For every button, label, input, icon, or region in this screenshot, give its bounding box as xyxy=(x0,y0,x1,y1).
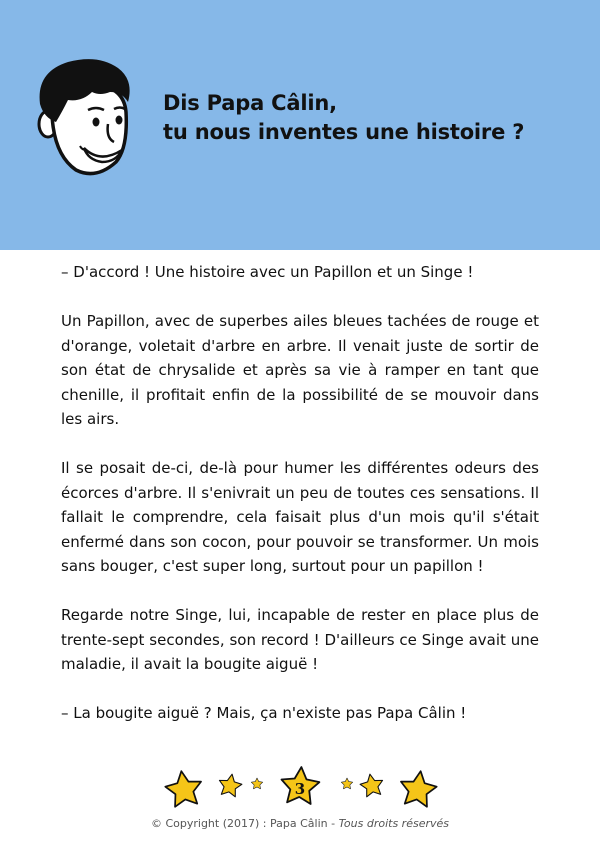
star-icon xyxy=(251,778,262,789)
story-paragraph: Il se posait de-ci, de-là pour humer les différentes odeurs des écorces d'arbre. Il s'enivrait un peu de toutes ces sensations. Il fallait le comprendre, cela faisait plus d'un mois qu'il s'était enfermé dans son cocon, pour pouvoir se transformer. Un mois sans bouger, c'est super long, surtout pour un papillon ! xyxy=(61,459,539,575)
star-icon xyxy=(341,778,352,789)
story-paragraph: Un Papillon, avec de superbes ailes bleues tachées de rouge et d'orange, voletait d'arbre en arbre. Il venait juste de sortir de son état de chrysalide et après sa vie à ramper en tant que chenille, il profitait enfin de la possibilité de se mouvoir dans les airs. xyxy=(61,312,539,428)
header-banner xyxy=(0,0,600,250)
story-text xyxy=(61,260,539,750)
story-paragraph: – D'accord ! Une histoire avec un Papillon et un Singe ! xyxy=(61,263,474,281)
copyright-prefix: © Copyright (2017) : Papa Câlin - xyxy=(150,817,339,830)
story-paragraph: – La bougite aiguë ? Mais, ça n'existe pas Papa Câlin ! xyxy=(61,704,467,722)
cartoon-dad-face-icon xyxy=(26,52,138,182)
page-title xyxy=(163,89,524,147)
copyright-rights: Tous droits réservés xyxy=(338,817,450,830)
title-line-2: tu nous inventes une histoire ? xyxy=(163,120,525,144)
star-icon xyxy=(217,772,243,797)
copyright-notice xyxy=(0,817,600,830)
star-icon xyxy=(398,769,439,808)
star-page-decoration xyxy=(160,760,440,816)
star-icon xyxy=(163,769,204,808)
story-paragraph: Regarde notre Singe, lui, incapable de rester en place plus de trente-sept secondes, son record ! D'ailleurs ce Singe avait une maladie, il avait la bougite aiguë ! xyxy=(61,606,539,673)
page-number: 3 xyxy=(294,780,306,798)
title-line-1: Dis Papa Câlin, xyxy=(163,91,337,115)
star-icon xyxy=(359,772,385,797)
